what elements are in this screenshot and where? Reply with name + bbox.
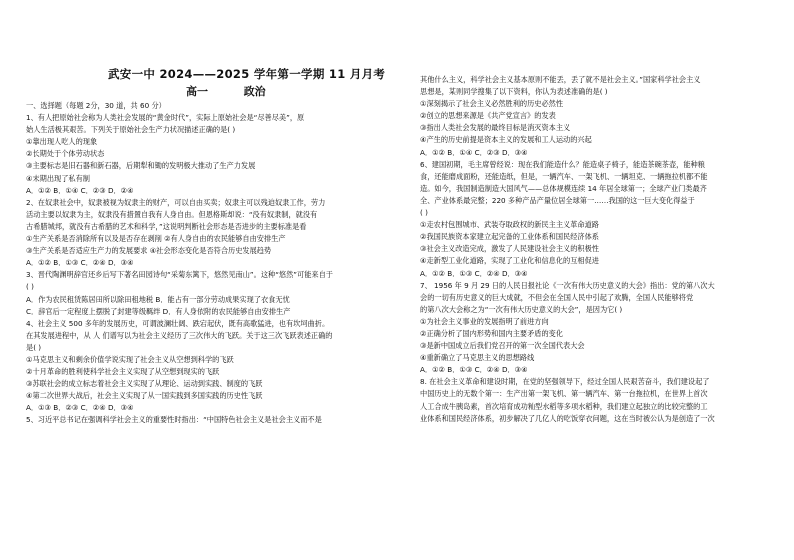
question-text-line: 思想是，某则同学搜集了以下资料，你认为表述准确的是( )	[420, 87, 608, 97]
question-text-line: 的第八次大会称之为“一次有伟大历史意义的大会”，是因为它( )	[420, 304, 623, 314]
question-text-line: ( )	[420, 208, 428, 218]
question-text-line: ( )	[26, 282, 34, 292]
grade-label: 高一	[186, 85, 208, 98]
question-text-line: 古希腊城邦，就没有古希腊的艺术和科学，”这说明判断社会形态是否进步的主要标准是看	[26, 221, 307, 231]
question-text-line: 会的一切有历史意义的巨大成就，不但会在全国人民中引起了欢腾，全国人民能够将党	[420, 292, 694, 302]
question-text-line: ①马克思主义和剩余价值学说实现了社会主义从空想到科学的飞跃	[26, 354, 234, 364]
question-text-line: ③苏联社会的成立标志着社会主义实现了从理论、运动到实践、制度的飞跃	[26, 379, 263, 389]
question-text-line: ②我国民族资本家建立起完备的工业体系和国民经济体系	[420, 232, 599, 242]
question-text-line: 始人生活极其艰苦。下列关于原始社会生产力状况描述正确的是( )	[26, 125, 236, 135]
question-text-line: ④第二次世界大战后，社会主义实现了从一国实践到多国实践的历史性飞跃	[26, 391, 263, 401]
question-text-line: ①生产关系是否消除所有以及是否存在剥削 ②有人身自由的农民能够自由安排生产	[26, 234, 286, 244]
question-text-line: 在其发展进程中，从 人 们谱写以为社会主义经历了三次伟大的飞跃。关于这三次飞跃表述正确的	[26, 330, 333, 340]
question-text-line: ④重新确立了马克思主义的思想路线	[420, 353, 535, 363]
question-text-line: ②十月革命的胜利使科学社会主义实现了从空想到现实的飞跃	[26, 367, 220, 377]
question-text-line: A．①② B．①④ C．②③ D．②④	[26, 185, 134, 195]
right-question-lines	[420, 74, 770, 425]
left-column	[26, 100, 398, 427]
question-text-line: A．作为农民租赁陈居田所以除田租地税 B．能占有一部分劳动成果实现了衣食无忧	[26, 294, 290, 304]
section-heading: 一、选择题（每题 2分，30 道，共 60 分）	[26, 101, 166, 110]
question-text-line: A．①② B．①④ C．②③ D．③④	[420, 147, 528, 157]
question-text-line: 食，还能磨成面粉，还能造纸，但是，一辆汽车、一架飞机、一辆坦克、一辆拖拉机都不能	[420, 171, 708, 181]
question-text-line: ②正确分析了国内形势和国内主要矛盾的变化	[420, 328, 564, 338]
question-text-line: ①深刻揭示了社会主义必然胜利的历史必然性	[420, 99, 564, 109]
question-text-line: 业体系和国民经济体系，初步解决了几亿人的吃饭穿衣问题，这在当时被公认为是创造了一次	[420, 413, 715, 423]
question-text-line: 6、建国初期，毛主席曾经说：现在我们能造什么？能造桌子椅子，能造茶碗茶壶，能种粮	[420, 159, 705, 169]
question-text-line: C．辞官后一定程度上摆脱了封建等级羁绊 D．有人身依附的农民能够自由安排生产	[26, 306, 291, 316]
question-text-line: ①靠出现人吃人的现象	[26, 137, 98, 147]
question-text-line: A．①② B．①③ C．②④ D．③④	[26, 258, 134, 268]
question-text-line: ③主要标志是旧石器和新石器，后期犁和锄的发明极大推动了生产力发展	[26, 161, 256, 171]
question-text-line: 7、 1956 年 9 月 29 日的人民日报社论《一次有伟大历史意义的大会》指出：党的第八次大	[420, 280, 715, 290]
question-text-line: 人工合成牛胰岛素，首次培育成功籼型水稻等多项水稻种，我们建立起独立的比较完整的工	[420, 401, 708, 411]
question-text-line: ③社会主义改造完成，激发了人民建设社会主义的积极性	[420, 244, 599, 254]
question-text-line: 其他什么主义，科学社会主义基本原则不能丢，丢了就不是社会主义。”国家科学社会主义	[420, 75, 701, 84]
question-text-line: 全、产业体系最完整；220 多种产品产量位居全球第一……我国的这一巨大变化得益于	[420, 195, 695, 205]
question-text-line: 4、社会主义 500 多年的发展历史，可谓波澜壮阔、跌宕起伏，既有高歌猛进，也有坎坷曲折。	[26, 318, 330, 328]
question-text-line: 1、有人把原始社会称为人类社会发展的“黄金时代”，实际上原始社会是“尽善尽美”，原	[26, 113, 305, 123]
exam-subtitle	[186, 83, 266, 99]
question-text-line: 5、习近平总书记在强调科学社会主义的重要性时指出：“中国特色社会主义是社会主义而不是	[26, 415, 322, 425]
right-column	[420, 74, 770, 425]
question-text-line: 活动主要以奴隶为主，奴隶没有措置自我有人身自由。但恩格斯却说：“没有奴隶制，就没有	[26, 209, 318, 219]
question-text-line: ③指出人类社会发展的最终目标是消灭资本主义	[420, 123, 571, 133]
question-text-line: 2、在奴隶社会中，奴隶被视为奴隶主的财产，可以自由买卖；奴隶主可以残迫奴隶工作，劳力	[26, 197, 326, 207]
question-text-line: ②长期处于个体劳动状态	[26, 149, 105, 159]
question-text-line: ④产生的历史前提是资本主义的发展和工人运动的兴起	[420, 135, 592, 145]
question-text-line: ③生产关系是否适应生产力的发展要求 ④社会形态变化是否符合历史发展趋势	[26, 246, 272, 256]
question-text-line: A．①③ B．②③ C．②④ D．③④	[26, 403, 134, 413]
question-text-line: 8. 在社会主义革命和建设时期，在党的坚强领导下，经过全国人民艰苦奋斗，我们建设起了	[420, 377, 710, 387]
question-text-line: 是( )	[26, 342, 42, 352]
question-text-line: ②创立的思想来源是《共产党宣言》的发表	[420, 111, 556, 121]
question-text-line: 3、晋代陶渊明辞官还乡后写下著名田园诗句“采菊东篱下，悠然见南山”。这种“悠然”可能来自于	[26, 270, 333, 280]
question-text-line: ①走农村包围城市、武装夺取政权的新民主主义革命道路	[420, 220, 599, 230]
question-text-line: ①为社会主义事业的发展指明了前进方向	[420, 316, 549, 326]
question-text-line: A．①② B．①③ C．②④ D．③④	[420, 365, 528, 375]
question-text-line: ③是新中国成立后我们党召开的第一次全国代表大会	[420, 341, 585, 351]
question-text-line: ④走新型工业化道路，实现了工业化和信息化的互相促进	[420, 256, 599, 266]
question-text-line: 造。如今，我国制造制造大国风气——总体规模连续 14 年居全球第一；全球产业门类最齐	[420, 183, 707, 193]
exam-title: 武安一中 2024——2025 学年第一学期 11 月月考	[108, 67, 386, 81]
left-question-lines	[26, 112, 398, 426]
subject-label: 政治	[243, 85, 266, 98]
question-text-line: 中国历史上的无数个第一：生产出第一架飞机、第一辆汽车、第一台拖拉机，在世界上首次	[420, 389, 708, 399]
question-text-line: A．①② B．①③ C．②④ D．③④	[420, 268, 528, 278]
question-text-line: ④末期出现了私有制	[26, 173, 90, 183]
